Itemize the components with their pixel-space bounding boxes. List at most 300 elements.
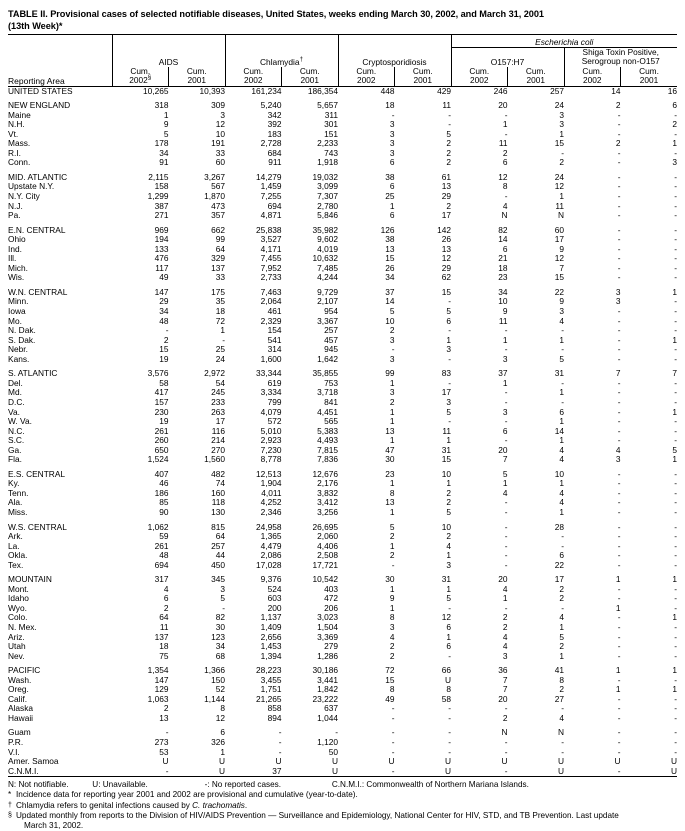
header-column-row (8, 67, 677, 86)
row-value-cell: - (448, 602, 451, 613)
row-value-cell: - (674, 234, 677, 245)
row-value-cell: 1 (446, 550, 451, 561)
row-area-label: Ohio (8, 234, 26, 245)
row-value-cell: 309 (211, 100, 225, 111)
row-value-cell: 3 (389, 138, 395, 149)
row-area-label: V.I. (8, 746, 20, 757)
row-value-cell: - (561, 377, 564, 388)
row-value-cell: 13 (385, 243, 395, 254)
row-value-cell: 13 (159, 712, 169, 723)
row-value-cell: 263 (211, 406, 225, 417)
table-row (8, 561, 677, 571)
row-value-cell: - (617, 559, 621, 570)
row-value-cell: 3,369 (317, 631, 338, 642)
page-title-line1: TABLE II. Provisional cases of selected notifiable diseases, United States, weeks ending March 30, 2002, and March 31, 2001 (8, 9, 544, 19)
row-value-cell: 15 (554, 138, 564, 149)
row-value-cell: 34 (159, 147, 169, 158)
row-value-cell: - (674, 200, 677, 211)
row-value-cell: 183 (267, 128, 282, 139)
row-value-cell: - (617, 210, 621, 221)
row-area-label: Ariz. (8, 631, 25, 642)
table-row (8, 273, 677, 283)
row-value-cell: 6 (446, 315, 451, 326)
header-group-cryptosporidiosis (338, 47, 451, 66)
row-value-cell: - (617, 396, 621, 407)
table-row (8, 508, 677, 518)
row-value-cell: 25 (215, 344, 225, 355)
row-value-cell: 26,695 (312, 521, 338, 532)
row-value-cell: - (674, 559, 677, 570)
row-value-cell: - (674, 506, 677, 517)
row-value-cell: - (674, 171, 677, 182)
row-value-cell: 743 (324, 147, 338, 158)
table-row (8, 245, 677, 255)
row-value-cell: 1 (672, 612, 677, 623)
row-area-label: Va. (8, 406, 20, 417)
row-area-label: Ind. (8, 243, 22, 254)
row-value-cell: 10,393 (199, 85, 225, 96)
row-value-cell: - (674, 147, 677, 158)
row-value-cell: 1 (389, 200, 395, 211)
row-value-cell: 178 (154, 138, 169, 149)
row-value-cell: 1 (220, 746, 225, 757)
row-value-cell: 151 (324, 128, 338, 139)
row-value-cell: - (448, 109, 451, 120)
row-value-cell: 12 (554, 181, 564, 192)
row-value-cell: 1,365 (260, 531, 282, 542)
row-value-cell: - (504, 387, 508, 398)
row-value-cell: 650 (154, 444, 169, 455)
table-row (8, 436, 677, 446)
row-value-cell: 7,485 (317, 262, 338, 273)
row-value-cell: - (617, 765, 621, 776)
row-value-cell: 911 (268, 157, 282, 168)
table-row (8, 398, 677, 408)
row-area-label: Wash. (8, 674, 32, 685)
row-value-cell: 10 (498, 296, 508, 307)
row-value-cell: U (444, 756, 451, 767)
row-value-cell: - (617, 425, 621, 436)
row-value-cell: - (391, 746, 395, 757)
row-value-cell: - (674, 621, 677, 632)
row-value-cell: 27 (554, 693, 564, 704)
row-value-cell: - (504, 396, 508, 407)
row-value-cell: 684 (267, 147, 282, 158)
row-value-cell: - (674, 387, 677, 398)
row-value-cell: - (617, 435, 621, 446)
row-value-cell: - (674, 128, 677, 139)
footnote-key-line (8, 780, 677, 790)
row-value-cell: - (674, 593, 677, 604)
header-col-shiga-2002-year: 2002 (583, 75, 602, 85)
row-value-cell: 2 (559, 593, 564, 604)
row-area-label: Utah (8, 641, 26, 652)
row-value-cell: 1 (615, 684, 621, 695)
row-value-cell: 62 (441, 272, 451, 283)
table-row (8, 767, 677, 777)
row-value-cell: - (674, 253, 677, 264)
header-group-shiga-line1: Shiga Toxin Positive, (582, 46, 659, 57)
row-area-label: R.I. (8, 147, 21, 158)
row-value-cell: 8 (559, 674, 564, 685)
row-area-label: Mass. (8, 138, 31, 149)
row-value-cell: - (561, 396, 564, 407)
header-col-crypto-2001-cum: Cum. (412, 65, 433, 76)
row-area-label: Del. (8, 377, 23, 388)
row-value-cell: 12 (441, 253, 451, 264)
row-value-cell: 99 (215, 234, 225, 245)
footnote-dagger (8, 801, 677, 811)
footnote-section-mark: § (8, 811, 12, 819)
row-value-cell: 7,230 (260, 444, 282, 455)
row-value-cell: 20 (498, 100, 508, 111)
row-value-cell: 1 (446, 435, 451, 446)
row-value-cell: U (557, 756, 564, 767)
row-value-cell: 954 (324, 306, 338, 317)
row-area-label: Miss. (8, 506, 28, 517)
row-value-cell: - (617, 243, 621, 254)
row-area-label: N.H. (8, 119, 25, 130)
table-bottom-rule (8, 777, 677, 778)
row-value-cell: - (391, 737, 395, 747)
row-value-cell: 74 (215, 478, 225, 489)
row-value-cell: 4 (446, 540, 451, 551)
row-value-cell: 24 (215, 353, 225, 364)
table-row (8, 757, 677, 767)
row-value-cell: 12 (215, 119, 225, 130)
row-value-cell: 2,733 (260, 272, 282, 283)
row-area-label: Mont. (8, 583, 29, 594)
row-value-cell: 3,441 (317, 674, 338, 685)
row-value-cell: 26 (441, 234, 451, 245)
row-value-cell: 3 (389, 119, 395, 130)
row-value-cell: 1 (446, 478, 451, 489)
table-row (8, 379, 677, 389)
row-value-cell: 1 (559, 506, 564, 517)
row-value-cell: 4,011 (261, 487, 282, 498)
row-value-cell: 270 (211, 444, 225, 455)
row-value-cell: - (448, 727, 451, 738)
row-value-cell: 7 (502, 454, 508, 465)
row-value-cell: 133 (154, 243, 169, 254)
table-row (8, 604, 677, 614)
table-row (8, 288, 677, 298)
row-value-cell: 12 (554, 253, 564, 264)
row-value-cell: 1,904 (260, 478, 282, 489)
row-value-cell: 22 (554, 286, 564, 297)
row-area-label: W.N. CENTRAL (8, 286, 68, 297)
row-value-cell: - (504, 344, 508, 355)
table-row (8, 317, 677, 327)
row-value-cell: 2 (389, 531, 395, 542)
row-value-cell: 158 (154, 181, 169, 192)
row-value-cell: - (561, 540, 564, 551)
row-value-cell: 1 (615, 665, 621, 676)
table-row (8, 479, 677, 489)
row-value-cell: 4,493 (317, 435, 338, 446)
row-value-cell: 1 (389, 478, 395, 489)
row-value-cell: 1 (672, 286, 677, 297)
row-value-cell: U (670, 765, 677, 776)
row-value-cell: - (617, 631, 621, 642)
row-value-cell: 15 (441, 454, 451, 465)
footnote-asterisk-text: Incidence data for reporting year 2001 and 2002 are provisional and cumulative (year-to-date). (16, 790, 358, 800)
row-value-cell: 6 (559, 550, 564, 561)
row-value-cell: 5 (446, 128, 451, 139)
row-value-cell: 260 (154, 435, 169, 446)
row-value-cell: 572 (267, 416, 282, 427)
row-value-cell: 3 (559, 119, 564, 130)
row-value-cell: - (561, 147, 564, 158)
row-value-cell: - (617, 550, 621, 561)
row-value-cell: - (674, 703, 677, 714)
header-col-aids-2002-cum: Cum. (130, 65, 151, 76)
row-value-cell: 8,778 (260, 454, 282, 465)
header-col-aids-2002-footnote-mark: § (147, 74, 152, 82)
row-value-cell: 61 (441, 171, 451, 182)
row-value-cell: - (674, 693, 677, 704)
row-value-cell: 117 (155, 262, 169, 273)
row-value-cell: 64 (159, 612, 169, 623)
row-value-cell: - (617, 224, 621, 235)
row-value-cell: 31 (441, 444, 451, 455)
row-value-cell: 14 (611, 85, 621, 96)
row-value-cell: - (448, 353, 451, 364)
row-value-cell: - (617, 727, 621, 738)
row-value-cell: - (617, 650, 621, 661)
row-value-cell: 5 (502, 468, 508, 479)
row-value-cell: U (162, 756, 169, 767)
row-value-cell: - (448, 746, 451, 757)
row-value-cell: 2 (446, 531, 451, 542)
row-value-cell: - (617, 109, 621, 120)
row-value-cell: - (617, 315, 621, 326)
footnote-section-text (16, 811, 671, 831)
header-reporting-area: Reporting Area (8, 75, 65, 86)
row-value-cell: 16 (667, 85, 677, 96)
table-row (8, 470, 677, 480)
row-area-label: Alaska (8, 703, 34, 714)
row-value-cell: 200 (267, 602, 282, 613)
row-value-cell: 13 (441, 243, 451, 254)
header-col-aids-2001-cum: Cum. (186, 65, 207, 76)
row-value-cell: 753 (324, 377, 338, 388)
row-value-cell: 14 (385, 296, 395, 307)
header-group-row (8, 47, 677, 66)
row-value-cell: - (617, 693, 621, 704)
row-value-cell: - (674, 641, 677, 652)
table-row (8, 714, 677, 724)
header-col-o157h7-2001-year: 2001 (526, 75, 545, 85)
row-value-cell: 1 (672, 574, 677, 585)
row-value-cell: 4,244 (317, 272, 338, 283)
row-value-cell: 2,064 (260, 296, 282, 307)
row-value-cell: 6 (559, 406, 564, 417)
row-value-cell: 15 (441, 286, 451, 297)
row-value-cell: 637 (324, 703, 338, 714)
table-row (8, 585, 677, 595)
row-value-cell: 11 (555, 200, 564, 211)
row-area-label: Upstate N.Y. (8, 181, 55, 192)
row-value-cell: 1 (559, 387, 564, 398)
row-area-label: Okla. (8, 550, 28, 561)
row-value-cell: 12,676 (312, 468, 338, 479)
row-value-cell: 1 (502, 119, 508, 130)
row-value-cell: 3 (220, 583, 225, 594)
row-value-cell: 129 (154, 684, 169, 695)
row-value-cell: N (501, 727, 508, 738)
row-value-cell: 1,409 (260, 621, 282, 632)
row-value-cell: - (617, 406, 621, 417)
row-value-cell: - (504, 325, 508, 336)
header-col-chlamydia-2001-year: 2001 (300, 75, 319, 85)
row-value-cell: 4 (559, 612, 564, 623)
row-value-cell: 7 (502, 684, 508, 695)
row-value-cell: 448 (380, 85, 395, 96)
row-value-cell: - (504, 765, 508, 776)
row-area-label: Oreg. (8, 684, 29, 695)
row-area-label: Maine (8, 109, 31, 120)
row-value-cell: 26 (385, 262, 395, 273)
row-value-cell: 4 (559, 454, 564, 465)
row-value-cell: - (674, 727, 677, 738)
row-value-cell: 186,354 (307, 85, 338, 96)
table-row (8, 407, 677, 417)
row-value-cell: 3 (502, 650, 508, 661)
row-value-cell: 524 (267, 583, 282, 594)
row-value-cell: 5 (446, 406, 451, 417)
row-value-cell: - (617, 497, 621, 508)
row-value-cell: 2 (559, 641, 564, 652)
row-value-cell: 123 (211, 631, 225, 642)
header-group-escherichia-coli: Escherichia coli (451, 35, 677, 47)
table-row (8, 173, 677, 183)
row-value-cell: 1 (389, 506, 395, 517)
header-col-shiga-2001 (621, 67, 678, 86)
table-row (8, 704, 677, 714)
row-value-cell: - (617, 253, 621, 264)
footnote-section (8, 811, 677, 831)
row-value-cell: 5,846 (317, 210, 338, 221)
row-value-cell: 4 (559, 487, 564, 498)
row-value-cell: 8 (389, 487, 395, 498)
footnote-dagger-species: C. trachomatis (192, 800, 245, 810)
row-value-cell: 33 (215, 147, 225, 158)
row-value-cell: 317 (154, 574, 169, 585)
row-value-cell: - (504, 435, 508, 446)
row-value-cell: - (617, 674, 621, 685)
row-area-label: Pa. (8, 210, 21, 221)
row-value-cell: 8 (502, 181, 508, 192)
row-value-cell: 694 (154, 559, 169, 570)
row-value-cell: - (674, 746, 677, 757)
row-value-cell: - (617, 487, 621, 498)
table-row (8, 264, 677, 274)
row-value-cell: 1,286 (317, 650, 338, 661)
row-value-cell: U (218, 765, 225, 776)
row-value-cell: 64 (215, 243, 225, 254)
row-value-cell: 1 (502, 377, 508, 388)
row-area-label: Minn. (8, 296, 29, 307)
row-value-cell: 1 (559, 191, 564, 202)
row-value-cell: 5 (559, 631, 564, 642)
row-value-cell: 1 (672, 406, 677, 417)
header-col-o157h7-2002-year: 2002 (470, 75, 489, 85)
row-value-cell: - (504, 550, 508, 561)
row-value-cell: - (617, 506, 621, 517)
row-value-cell: - (391, 727, 395, 738)
row-value-cell: 85 (159, 497, 169, 508)
header-col-aids-2001 (169, 67, 226, 86)
row-value-cell: 25,838 (255, 224, 282, 235)
header-col-chlamydia-2002-cum: Cum. (243, 65, 264, 76)
row-value-cell: 10 (385, 315, 395, 326)
row-value-cell: - (674, 272, 677, 283)
row-value-cell: 461 (267, 306, 282, 317)
row-value-cell: 3 (502, 406, 508, 417)
row-value-cell: 6 (389, 157, 395, 168)
row-value-cell: 35,982 (312, 224, 338, 235)
row-value-cell: 301 (324, 119, 338, 130)
row-value-cell: - (504, 746, 508, 757)
row-value-cell: - (674, 224, 677, 235)
row-value-cell: 2 (163, 703, 169, 714)
row-value-cell: 35,855 (312, 368, 338, 379)
row-value-cell: 5 (389, 306, 395, 317)
row-value-cell: - (674, 737, 677, 747)
row-value-cell: 1 (672, 138, 677, 149)
row-value-cell: 9 (389, 593, 395, 604)
table-row (8, 542, 677, 552)
row-value-cell: N (557, 727, 564, 738)
row-value-cell: - (617, 468, 621, 479)
table-row (8, 738, 677, 748)
row-area-label: Ky. (8, 478, 20, 489)
row-area-label: UNITED STATES (8, 85, 73, 96)
header-col-chlamydia-2002 (225, 67, 282, 86)
row-value-cell: 1,842 (317, 684, 338, 695)
row-value-cell: 1 (389, 377, 395, 388)
row-value-cell: - (278, 746, 282, 757)
row-value-cell: - (617, 181, 621, 192)
row-value-cell: 472 (324, 593, 338, 604)
row-value-cell: - (561, 602, 564, 613)
row-value-cell: 23 (385, 468, 395, 479)
row-value-cell: - (674, 344, 677, 355)
header-ecoli-band-row (8, 35, 677, 47)
row-area-label: Conn. (8, 157, 31, 168)
row-value-cell: 7,307 (317, 191, 338, 202)
row-value-cell: - (561, 737, 564, 747)
row-value-cell: 206 (324, 602, 338, 613)
row-value-cell: 37 (272, 765, 282, 776)
table-row (8, 623, 677, 633)
row-value-cell: - (165, 765, 169, 776)
row-value-cell: 5 (446, 306, 451, 317)
table-row (8, 532, 677, 542)
row-value-cell: 34 (215, 641, 225, 652)
row-value-cell: - (448, 296, 451, 307)
row-value-cell: 22 (554, 559, 564, 570)
footnote-key-cnmi: C.N.M.I.: Commonwealth of Northern Mariana Islands. (331, 780, 529, 790)
row-value-cell: 9 (559, 243, 564, 254)
footnote-section-text-line1: Updated monthly from reports to the Division of HIV/AIDS Prevention — Surveillance and Epidemiology, National Center for HIV, STD, and TB Prevention. Last update (16, 810, 619, 820)
row-value-cell: 10,265 (142, 85, 169, 96)
row-value-cell: 18 (385, 100, 395, 111)
row-value-cell: 48 (159, 315, 169, 326)
row-value-cell: 15 (554, 272, 564, 283)
row-value-cell: 1,299 (147, 191, 169, 202)
